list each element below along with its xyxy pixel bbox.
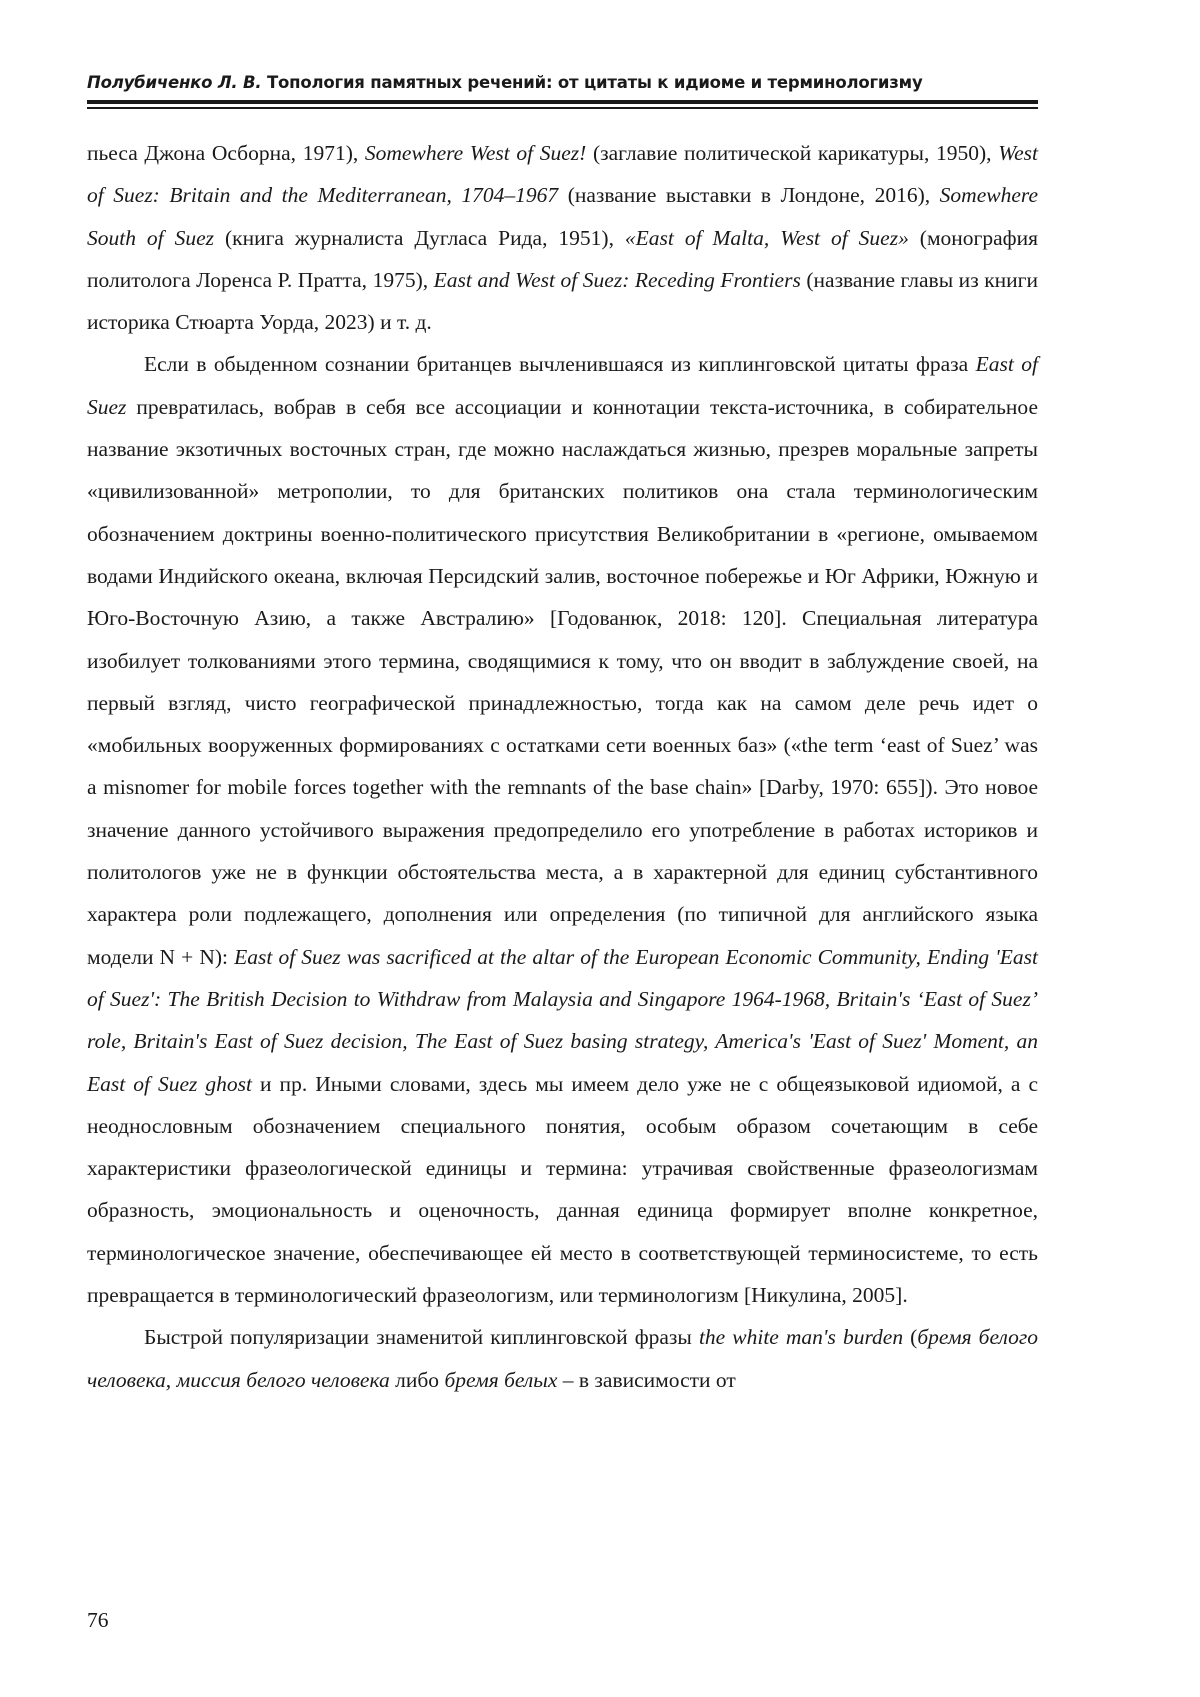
text-run: превратилась, вобрав в себя все ассоциации и коннотации текста-источника, в собирательное название экзотичных восточных стран, где можно наслаждаться жизнью, презрев моральные запреты «цивилизованной» метрополии, то для британских политиков она стала терминологическим обозначением доктрины военно-политического присутствия Великобритании в «регионе, омываемом водами Индийского океана, включая Персидский залив, восточное побережье и Юг Африки, Южную и Юго-Восточную Азию, а также Австралию» [Годованюк, 2018: 120]. Специальная литература изобилует толкованиями этого термина, сводящимися к тому, что он вводит в заблуждение своей, на первый взгляд, чисто географической принадлежностью, тогда как на самом деле речь идет о «мобильных вооруженных формированиях с остатками сети военных баз» («the term ‘east of Suez’ was a misnomer for mobile forces together with the remnants of the base chain» [Darby, 1970: 655]). Это новое значение данного устойчивого выражения предопределило его употребление в работах историков и политологов уже не в функции обстоятельства места, а в характерной для единиц субстантивного характера роли подлежащего, дополнения или определения (по типичной для английского языка модели N + N): <box>87 394 1038 969</box>
italic-text: East of Suez was sacrificed at the altar of the European Economic Community, Ending 'East of Suez': The British Decision to Withdraw from Malaysia and Singapore 1964-1968, Britain's ‘East of Suez’ role, Britain's East of Suez decision, The East of Suez basing strategy, America's 'East of Suez' Moment, an East of Suez ghost <box>87 944 1039 1096</box>
italic-text: the white man's burden <box>698 1325 904 1350</box>
italic-text: East and West of Suez: Receding Frontiers <box>433 267 801 292</box>
paragraph <box>87 343 1038 1316</box>
italic-text: Somewhere West of Suez! <box>364 141 587 165</box>
text-run: (книга журналиста Дугласа Рида, 1951), <box>214 225 625 250</box>
italic-text: бремя белых <box>444 1367 558 1392</box>
italic-text: East of Suez <box>87 352 1038 419</box>
italic-text: «East of Malta, West of Suez» <box>624 225 909 250</box>
text-run: (название главы из книги историка Стюарта Уорда, 2023) и т. д. <box>87 267 1038 335</box>
text-run: Быстрой популяризации знаменитой киплинговской фразы <box>144 1325 699 1350</box>
text-run: (заглавие политической карикатуры, 1950), <box>586 141 999 165</box>
running-head <box>87 73 1037 92</box>
running-head-title: Топология памятных речений: от цитаты к идиоме и терминологизму <box>261 73 923 92</box>
text-run: ( <box>903 1325 918 1350</box>
text-run: пьеса Джона Осборна, 1971), <box>87 141 365 165</box>
text-run: – в зависимости от <box>557 1367 736 1392</box>
body-text <box>87 132 1038 1401</box>
italic-text: West of Suez: Britain and the Mediterranean, 1704–1967 <box>87 141 1039 208</box>
text-run: и пр. Иными словами, здесь мы имеем дело уже не с общеязыковой идиомой, а с неоднословным обозначением специального понятия, особым образом сочетающим в себе характеристики фразеологической единицы и термина: утрачивая свойственные фразеологизмам образность, эмоциональность и оценочность, данная единица формирует вполне конкретное, терминологическое значение, обеспечивающее ей место в соответствующей терминосистеме, то есть превращается в терминологический фразеологизм, или терминологизм [Никулина, 2005]. <box>87 1071 1038 1308</box>
italic-text: Somewhere South of Suez <box>87 183 1038 250</box>
text-run: (монография политолога Лоренса Р. Пратта, 1975), <box>87 225 1038 292</box>
paragraph <box>87 132 1038 343</box>
page-number: 76 <box>87 1608 109 1632</box>
text-run: (название выставки в Лондоне, 2016), <box>558 183 940 208</box>
running-head-author: Полубиченко Л. В. <box>87 73 262 92</box>
header-rule-thin <box>87 107 1038 109</box>
text-run: Если в обыденном сознании британцев вычленившаяся из киплинговской цитаты фраза <box>144 352 976 377</box>
italic-text: бремя белого человека, миссия белого человека <box>87 1325 1039 1392</box>
paragraph <box>87 1316 1038 1401</box>
text-run: либо <box>389 1367 445 1392</box>
header-rule-thick <box>87 100 1038 104</box>
